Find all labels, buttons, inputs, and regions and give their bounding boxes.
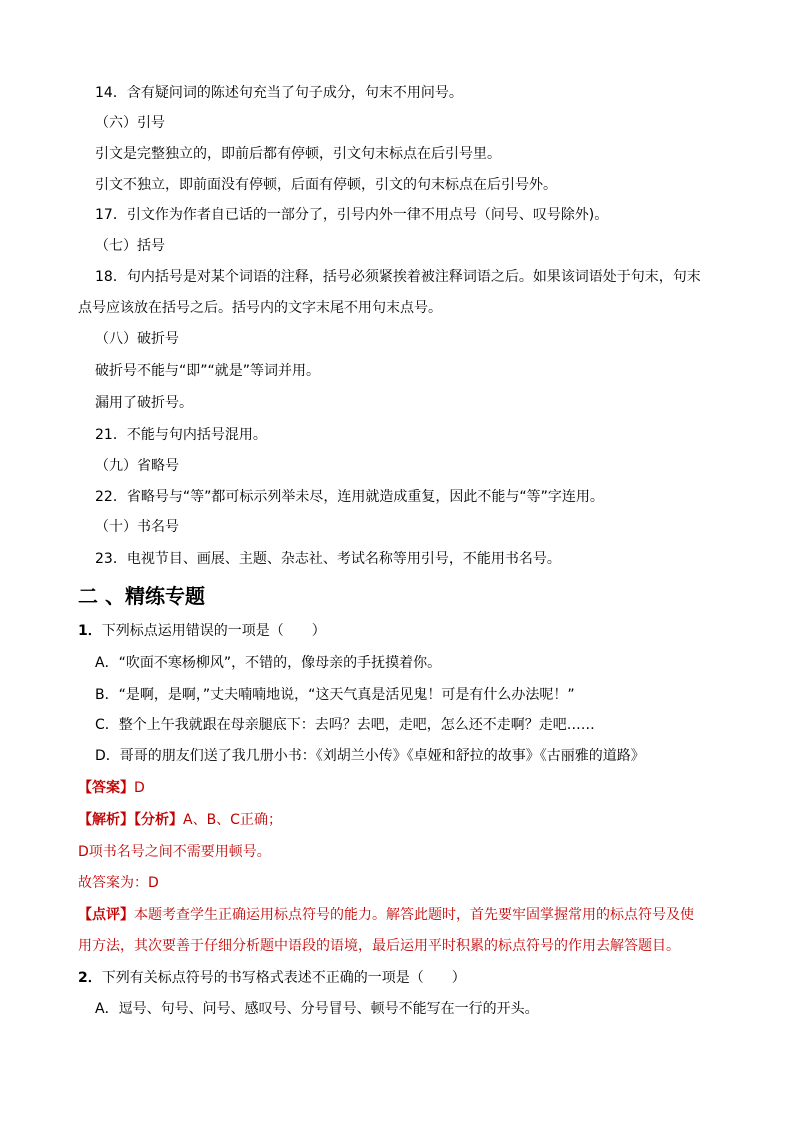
analysis-line-2: D项书名号之间不需要用顿号。 (78, 844, 271, 860)
subheading-dash: （八）破折号 (95, 331, 179, 347)
rule-22: 22．省略号与“等”都可标示列举未尽，连用就造成重复，因此不能与“等”字连用。 (95, 489, 604, 505)
question-1-option-c: C．整个上午我就跟在母亲腿底下：去吗？去吧，走吧，怎么还不走啊？走吧…… (95, 717, 595, 733)
comment-label: 【点评】 (78, 907, 134, 923)
rule-18-line2: 点号应该放在括号之后。括号内的文字末尾不用句末点号。 (78, 300, 442, 316)
analysis-text: A、B、C正确； (183, 812, 282, 828)
answer-label: 【答案】 (78, 780, 134, 796)
subheading-quotation-marks: （六）引号 (95, 115, 165, 131)
analysis-label: 【解析】【分析】 (78, 812, 183, 828)
question-1-number: 1． (78, 623, 102, 639)
section-heading: 二 、精练专题 (78, 584, 205, 608)
answer-line (78, 779, 145, 797)
rule-14: 14．含有疑问词的陈述句充当了句子成分，句末不用问号。 (95, 85, 463, 101)
comment-text: 本题考查学生正确运用标点符号的能力。解答此题时，首先要牢固掌握常用的标点符号及使 (134, 907, 694, 923)
question-2-number: 2． (78, 970, 102, 986)
question-1-stem (78, 622, 326, 640)
question-1-option-d: D．哥哥的朋友们送了我几册小书：《刘胡兰小传》《卓娅和舒拉的故事》《古丽雅的道路》 (95, 748, 645, 764)
subheading-title-marks: （十）书名号 (95, 519, 179, 535)
subheading-ellipsis: （九）省略号 (95, 458, 179, 474)
comment-line-1 (78, 906, 694, 924)
rule-18-line1: 18．句内括号是对某个词语的注释，括号必须紧挨着被注释词语之后。如果该词语处于句末，句末 (95, 269, 701, 285)
rule-23: 23．电视节目、画展、主题、杂志社、考试名称等用引号，不能用书名号。 (95, 551, 561, 567)
subheading-brackets: （七）括号 (95, 238, 165, 254)
analysis-line (78, 811, 282, 829)
comment-line-2: 用方法，其次要善于仔细分析题中语段的语境，最后运用平时积累的标点符号的作用去解答题目。 (78, 938, 680, 954)
question-2-stem (78, 969, 466, 987)
conclusion-line: 故答案为：D (78, 875, 159, 891)
question-2-option-a: A．逗号、句号、问号、感叹号、分号冒号、顿号不能写在一行的开头。 (95, 1001, 539, 1017)
question-1-option-b: B．“是啊，是啊，”丈夫喃喃地说，“这天气真是活见鬼！可是有什么办法呢！” (95, 687, 575, 703)
question-1-text: 下列标点运用错误的一项是（ ） (101, 623, 326, 639)
rule-20: 漏用了破折号。 (95, 395, 193, 411)
rule-17: 17．引文作为作者自已话的一部分了，引号内外一律不用点号（问号、叹号除外)。 (95, 207, 609, 223)
question-1-option-a: A．“吹面不寒杨柳风”，不错的，像母亲的手抚摸着你。 (95, 655, 442, 671)
rule-19: 破折号不能与“即”“就是”等词并用。 (95, 363, 321, 379)
rule-15: 引文是完整独立的，即前后都有停顿，引文句末标点在后引号里。 (95, 146, 501, 162)
rule-21: 21．不能与句内括号混用。 (95, 427, 267, 443)
rule-16: 引文不独立，即前面没有停顿，后面有停顿，引文的句末标点在后引号外。 (95, 177, 557, 193)
answer-value: D (134, 780, 145, 796)
question-2-text: 下列有关标点符号的书写格式表述不正确的一项是（ ） (101, 970, 466, 986)
